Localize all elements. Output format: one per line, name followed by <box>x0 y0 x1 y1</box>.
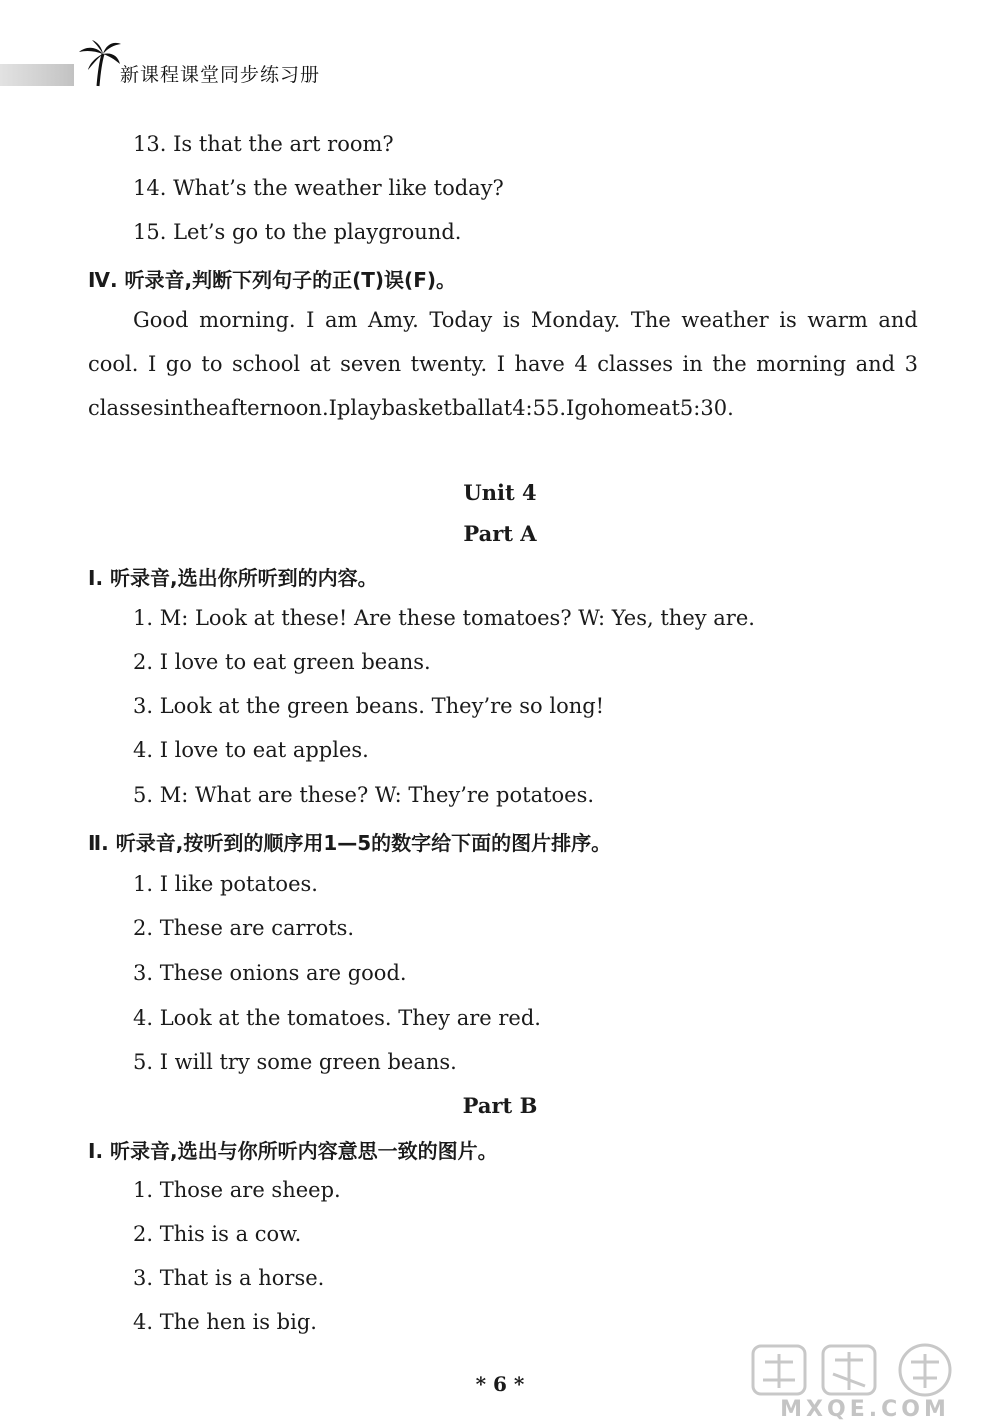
part-a-s2-item-2: 2. These are carrots. <box>133 916 355 940</box>
part-b-s1-item-1: 1. Those are sheep. <box>133 1178 341 1202</box>
list-item-15: 15. Let’s go to the playground. <box>133 220 462 244</box>
part-a-s2-item-4: 4. Look at the tomatoes. They are red. <box>133 1006 541 1030</box>
part-a-s2-item-1: 1. I like potatoes. <box>133 872 318 896</box>
part-a-s1-item-1: 1. M: Look at these! Are these tomatoes? W: Yes, they are. <box>133 606 755 630</box>
paragraph-row-2: cool. I go to school at seven twenty. I have 4 classes in the morning and 3 <box>88 352 918 376</box>
part-a-s1-item-4: 4. I love to eat apples. <box>133 738 369 762</box>
part-b-s1-item-3: 3. That is a horse. <box>133 1266 325 1290</box>
part-a-s1-item-3: 3. Look at the green beans. They’re so long! <box>133 694 605 718</box>
part-a-s1-item-2: 2. I love to eat green beans. <box>133 650 431 674</box>
part-b-section-i-heading: Ⅰ. 听录音,选出与你所听内容意思一致的图片。 <box>88 1139 498 1163</box>
list-item-13: 13. Is that the art room? <box>133 132 394 156</box>
header-gray-bar <box>0 64 74 86</box>
part-a-s2-item-3: 3. These onions are good. <box>133 961 407 985</box>
unit-title: Unit 4 <box>463 480 537 505</box>
part-b-s1-item-2: 2. This is a cow. <box>133 1222 302 1246</box>
section-iv-heading: Ⅳ. 听录音,判断下列句子的正(T)误(F)。 <box>88 268 456 292</box>
page-number: * 6 * <box>475 1372 525 1396</box>
paragraph-row-3: classes in the afternoon. I play basketball at 4:55. I go home at 5:30. <box>88 396 734 420</box>
part-b-s1-item-4: 4. The hen is big. <box>133 1310 317 1334</box>
part-a-s1-item-5: 5. M: What are these? W: They’re potatoes. <box>133 783 595 807</box>
palm-tree-icon <box>76 38 122 88</box>
part-a-section-ii-heading: Ⅱ. 听录音,按听到的顺序用1—5的数字给下面的图片排序。 <box>88 831 612 855</box>
svg-text:MXQE.COM: MXQE.COM <box>780 1397 950 1420</box>
watermark-logo <box>735 1340 995 1420</box>
list-item-14: 14. What’s the weather like today? <box>133 176 504 200</box>
header-title: 新课程课堂同步练习册 <box>120 64 321 86</box>
paragraph-row-1: Good morning. I am Amy. Today is Monday. The weather is warm and <box>133 308 918 332</box>
part-a-title: Part A <box>463 521 537 546</box>
part-a-s2-item-5: 5. I will try some green beans. <box>133 1050 457 1074</box>
part-b-title: Part B <box>462 1093 538 1118</box>
part-a-section-i-heading: Ⅰ. 听录音,选出你所听到的内容。 <box>88 566 378 590</box>
